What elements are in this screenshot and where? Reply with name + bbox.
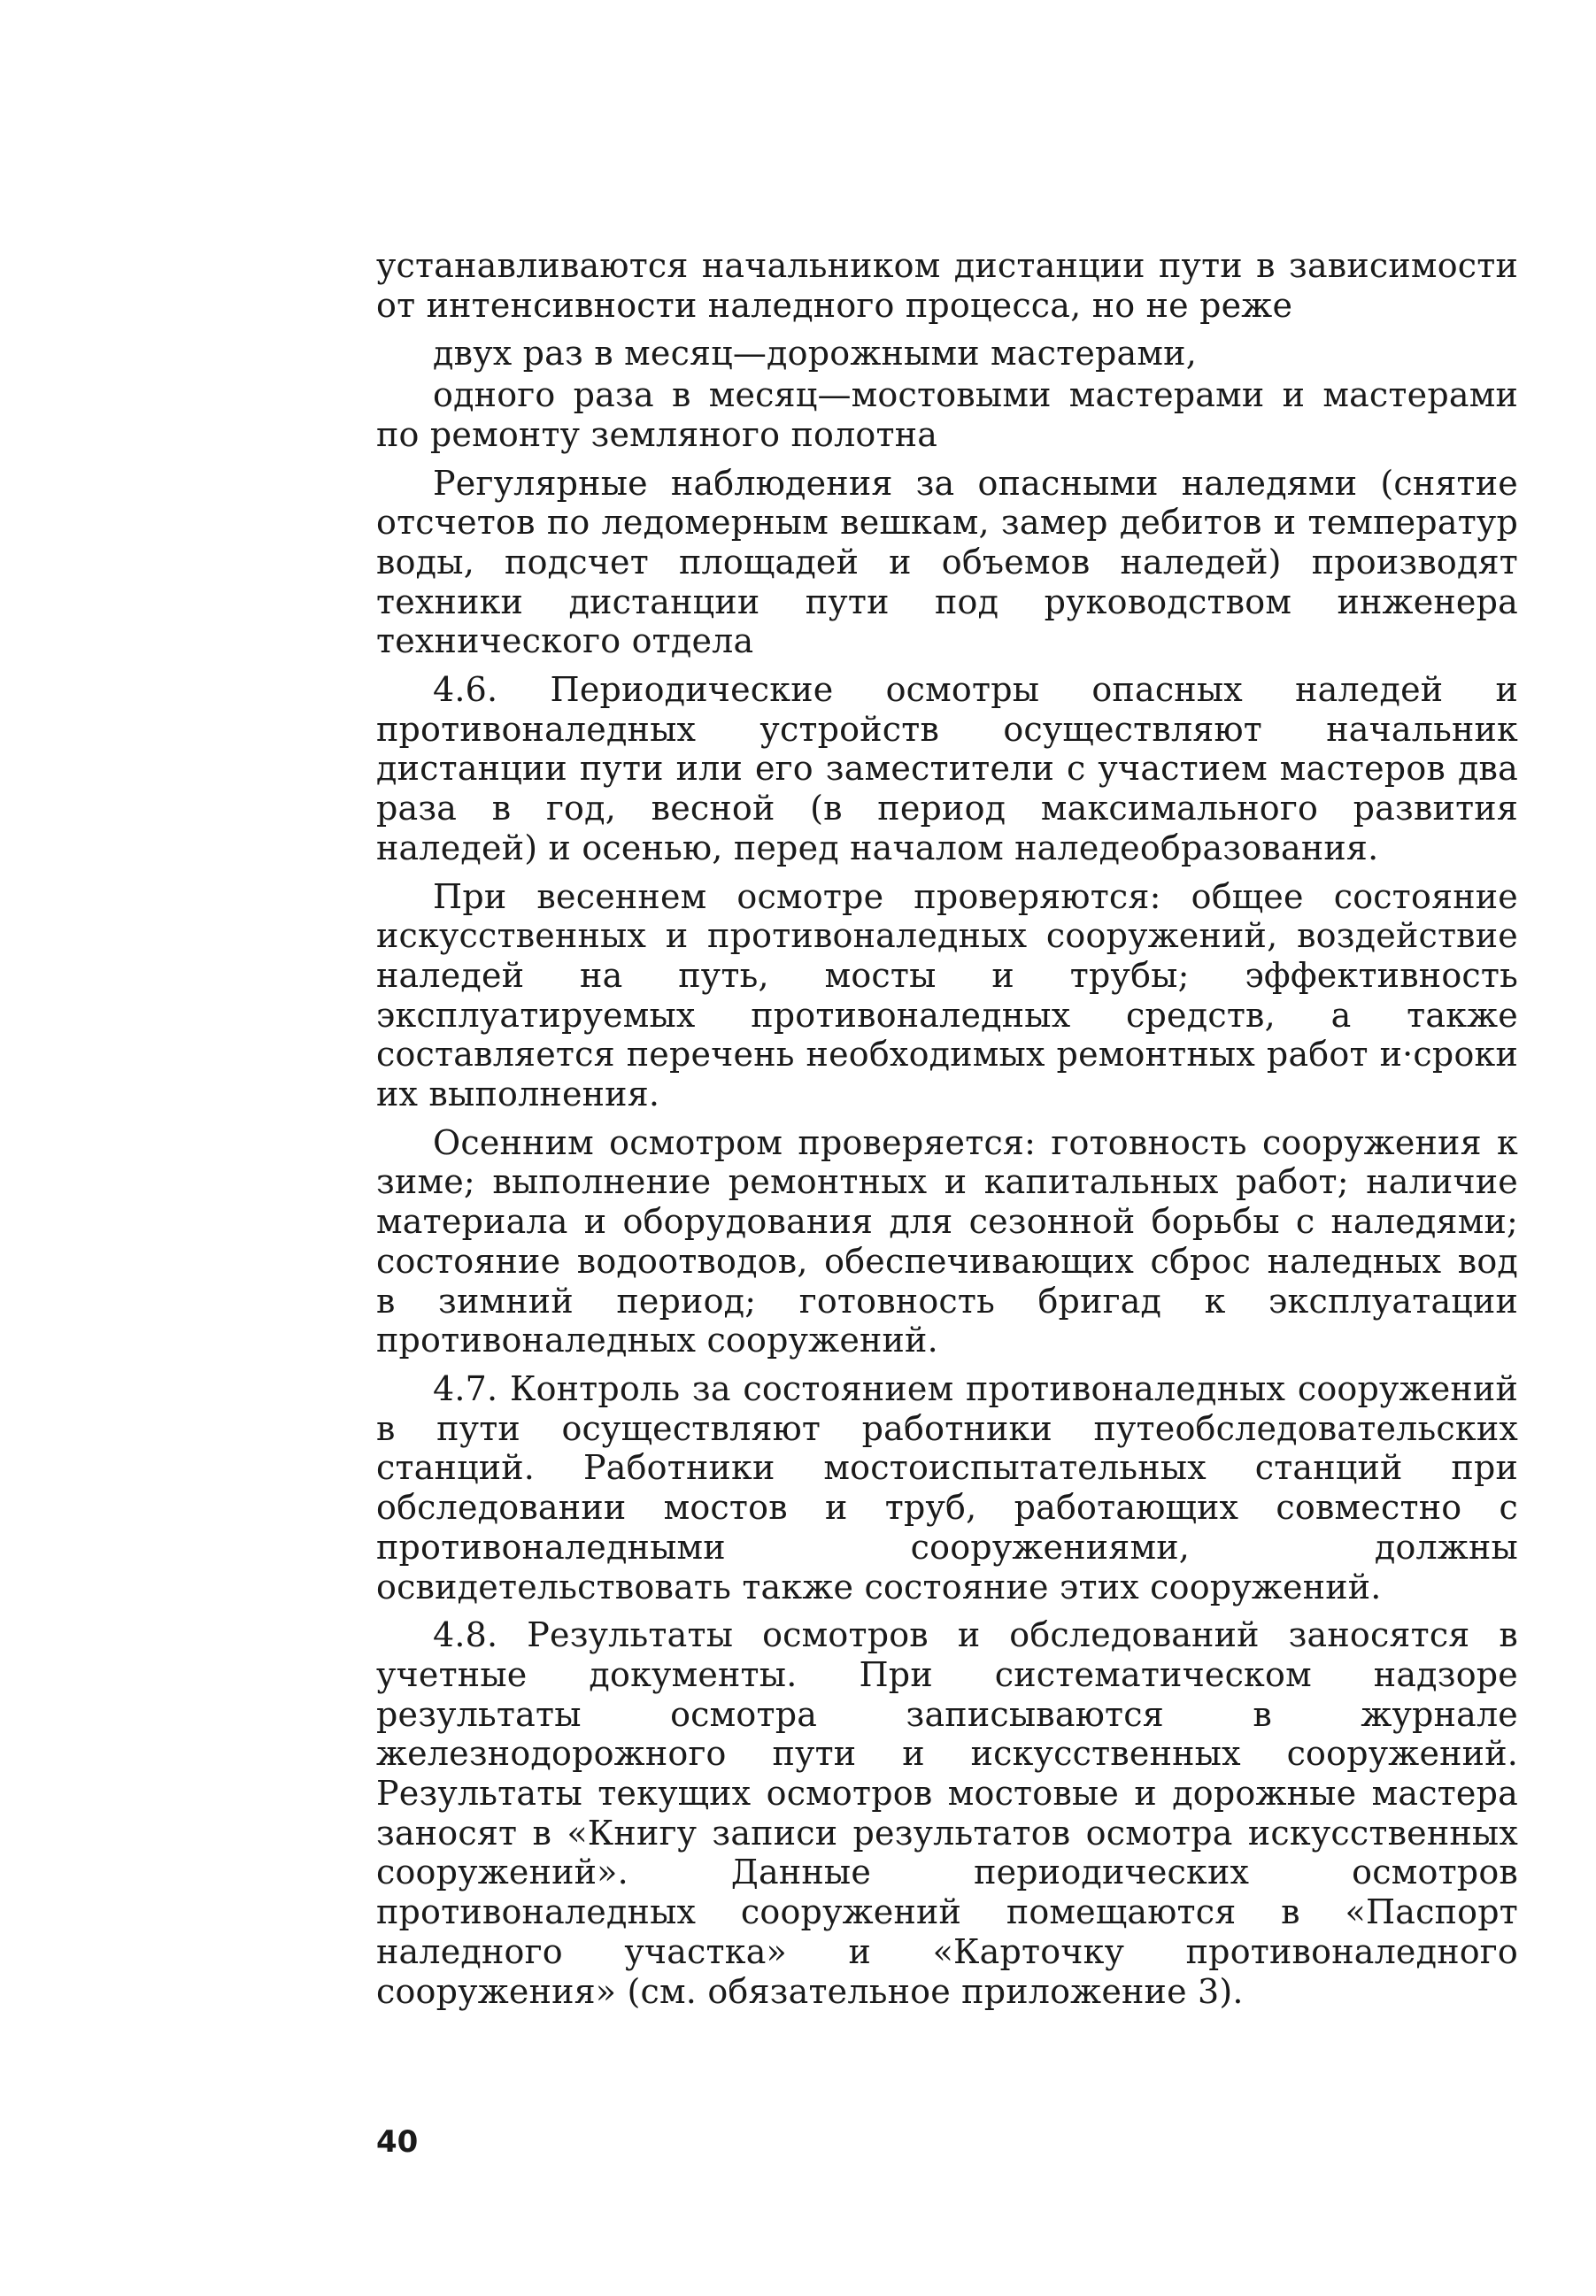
paragraph-section-4-8: 4.8. Результаты осмотров и обследований заносятся в учетные документы. При систематическом надзоре результаты осмотра записываются в журнале железнодорожного пути и искусственных сооружений. Результаты текущих осмотров мостовые и дорожные мастера заносят в «Книгу записи результатов осмотра искусственных сооружений». Данные периодических осмотров противоналедных сооружений помещаются в «Паспорт наледного участка» и «Карточку противоналедного сооружения» (см. обязательное приложение 3). (376, 1615, 1518, 2011)
paragraph-continuation: устанавливаются начальником дистанции пути в зависимости от интенсивности наледного процесса, но не реже (376, 246, 1518, 325)
paragraph-section-4-7: 4.7. Контроль за состоянием противоналедных сооружений в пути осуществляют работники путеобследовательских станций. Работники мостоиспытательных станций при обследовании мостов и труб, работающих совместно с противоналедными сооружениями, должны освидетельствовать также состояние этих сооружений. (376, 1368, 1518, 1606)
paragraph-section-4-6: 4.6. Периодические осмотры опасных наледей и противоналедных устройств осуществляют начальник дистанции пути или его заместители с участием мастеров два раза в год, весной (в период максимального развития наледей) и осенью, перед началом наледеобразования. (376, 670, 1518, 867)
paragraph-spring-inspection: При весеннем осмотре проверяются: общее состояние искусственных и противоналедных сооружений, воздействие наледей на путь, мосты и трубы; эффективность эксплуатируемых противоналедных средств, а также составляется перечень необходимых ремонтных работ и·сроки их выполнения. (376, 876, 1518, 1114)
paragraph-list-item-bridge-masters: одного раза в месяц—мостовыми мастерами и мастерами по ремонту земляного полотна (376, 375, 1518, 454)
body-text (376, 246, 1518, 2020)
page-number: 40 (376, 2124, 419, 2160)
paragraph-autumn-inspection: Осенним осмотром проверяется: готовность сооружения к зиме; выполнение ремонтных и капитальных работ; наличие материала и оборудования для сезонной борьбы с наледями; состояние водоотводов, обеспечивающих сброс наледных вод в зимний период; готовность бригад к эксплуатации противоналедных сооружений. (376, 1122, 1518, 1360)
paragraph-regular-observations: Регулярные наблюдения за опасными наледями (снятие отсчетов по ледомерным вешкам, замер дебитов и температур воды, подсчет площадей и объемов наледей) производят техники дистанции пути под руководством инженера технического отдела (376, 463, 1518, 661)
paragraph-list-item-road-masters: двух раз в месяц—дорожными мастерами, (433, 334, 1197, 374)
